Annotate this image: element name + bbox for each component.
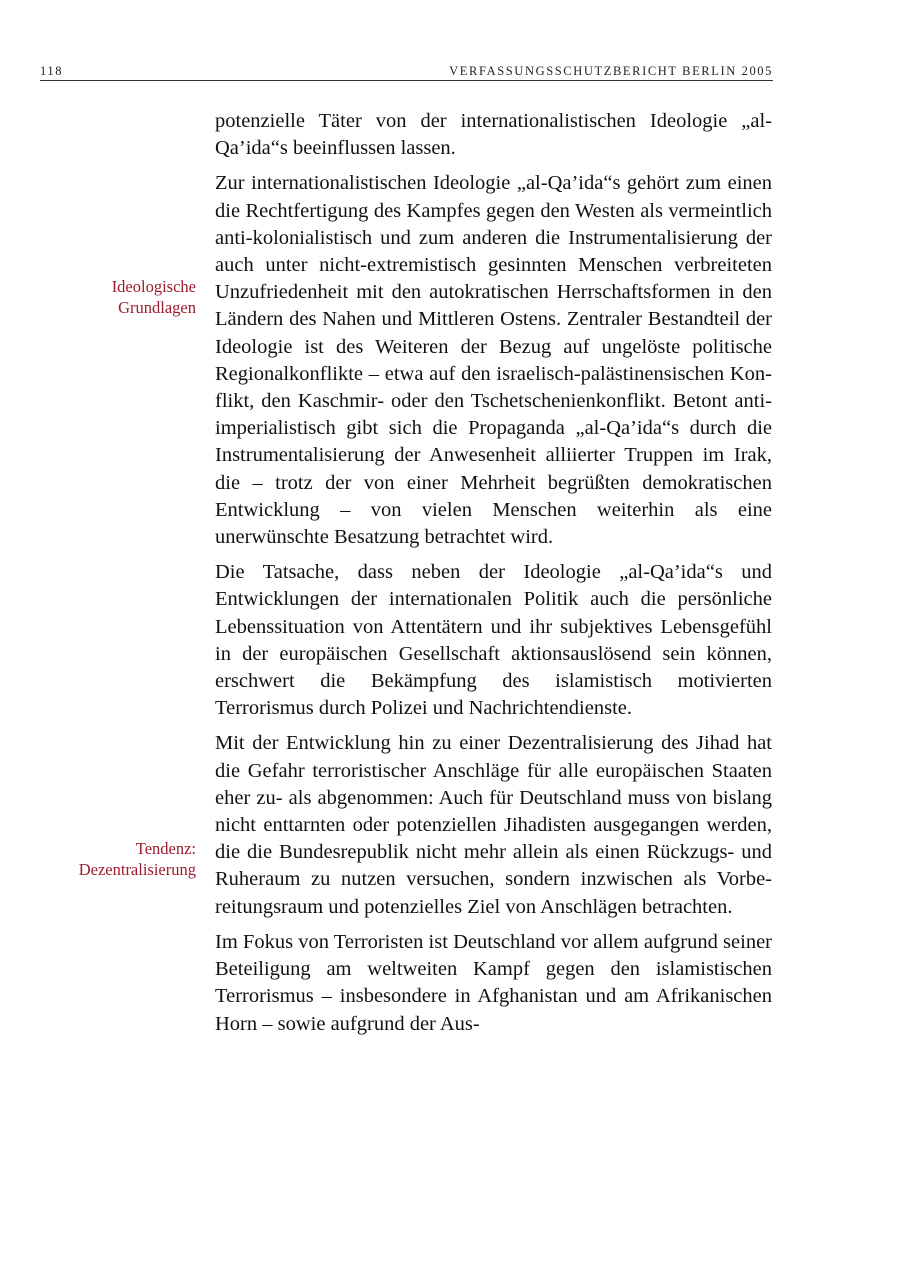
page-header [40,62,773,81]
margin-note-line: Dezentralisierung [78,860,196,879]
running-title: VERFASSUNGSSCHUTZBERICHT BERLIN 2005 [449,64,773,78]
margin-note-ideologische-grundlagen [112,276,196,318]
paragraph: potenzielle Täter von der internationalistischen Ideologie „al-Qa’ida“s beeinflussen lassen. [215,110,772,160]
margin-note-line: Ideologische [111,277,196,296]
paragraph: Mit der Entwicklung hin zu einer Dezentralisierung des Jihad hat die Gefahr terroristischer Anschläge für alle europäischen Staaten eher zu- als abgenommen: Auch für Deutschland muss von bislang nicht enttarnten oder potenziellen Jihadisten ausgegangen werden, die die Bundesrepublik nicht mehr allein als einen Rückzugs- und Ruheraum zu nutzen versuchen, sondern inzwischen als Vorbereitungsraum und potenzielles Ziel von Anschlägen betrachten. [215,732,772,918]
margin-note-line: Grundlagen [118,298,196,317]
margin-note-line: Tendenz: [135,839,196,858]
paragraph: Die Tatsache, dass neben der Ideologie „al-Qa’ida“s und Entwicklungen der internationalen Politik auch die persönliche Lebenssituation von Attentätern und ihr subjektives Lebensgefühl in der europäischen Gesellschaft aktionsauslösend sein können, erschwert die Bekämpfung des islamistisch motivierten Terrorismus durch Polizei und Nachrichtendienste. [215,561,772,720]
body-text [215,108,772,1046]
paragraph: Im Fokus von Terroristen ist Deutschland vor allem aufgrund seiner Beteiligung am weltweiten Kampf gegen den islamistischen Terrorismus – insbesondere in Afghanistan und am Afrikanischen Horn – sowie aufgrund der Aus- [215,930,772,1035]
paragraph: Zur internationalistischen Ideologie „al-Qa’ida“s gehört zum einen die Rechtfertigung des Kampfes gegen den Westen als vermeintlich anti-kolonialistisch und zum anderen die Instrumentalisierung der auch unter nicht-extremistisch gesinnten Menschen verbreiteten Unzufriedenheit mit den autokratischen Herrschaftsformen in den Ländern des Nahen und Mittleren Ostens. Zentraler Bestandteil der Ideologie ist des Weiteren der Bezug auf ungelöste politische Regionalkonflikte – etwa auf den israelisch-palästinensischen Konflikt, den Kaschmir- oder den Tschetschenienkonflikt. Betont anti-imperialistisch gibt sich die Propaganda „al-Qa’ida“s durch die Instrumentalisierung der Anwesenheit alliierter Truppen im Irak, die – trotz der von einer Mehrheit begrüßten demokratischen Entwicklung – von vielen Menschen weiterhin als eine unerwünschte Besatzung betrachtet wird. [215,172,772,549]
page-number: 118 [40,64,64,78]
margin-note-tendenz-dezentralisierung [79,838,196,880]
